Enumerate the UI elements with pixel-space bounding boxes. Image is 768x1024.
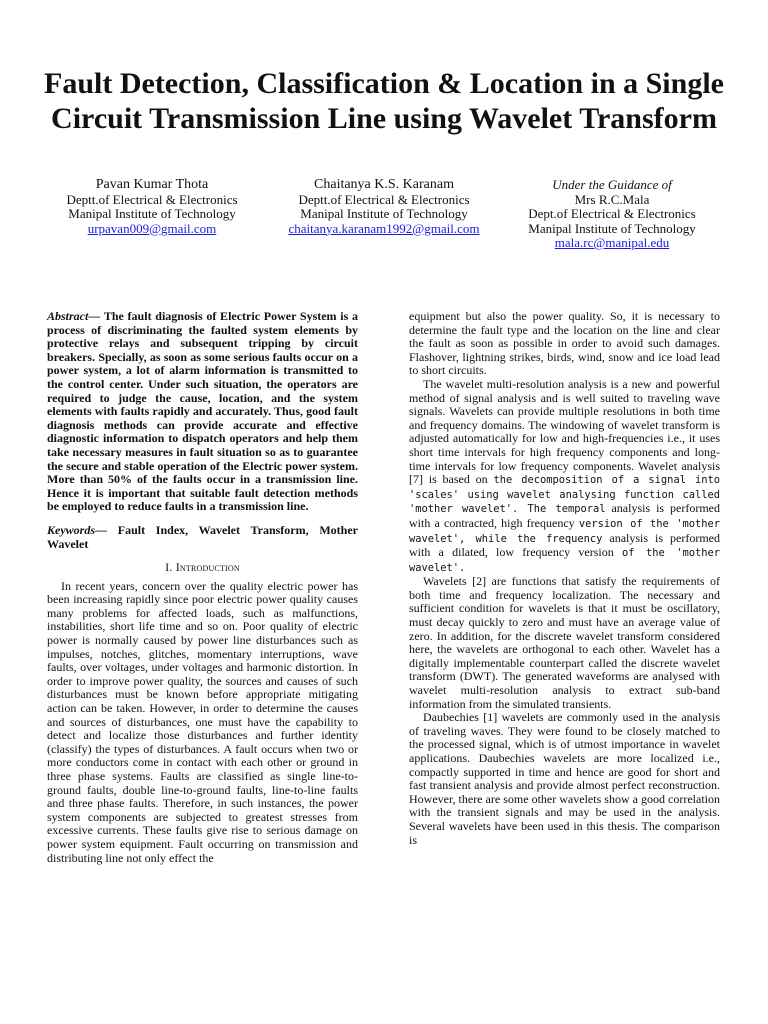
abstract-label: Abstract— <box>47 309 101 323</box>
body-paragraph: Daubechies [1] wavelets are commonly used in the analysis of traveling waves. They were found to be closely matched to the processed signal, which is of utmost importance in wavelet applications. Daubechies wavelets are more localized i.e., compactly supported in time and hence are good for short and fast transient analysis and provide almost perfect reconstruction. However, there are some other wavelets show a good correlation with the transient signals and may be used in the analysis. Several wavelets have been used in this thesis. The comparison is <box>409 710 720 847</box>
author-dept: Deptt.of Electrical & Electronics <box>66 191 238 207</box>
author-dept: Dept.of Electrical & Electronics <box>528 206 696 221</box>
body-text: analysis is performed with a contracted, high frequency <box>409 501 721 530</box>
author-2 <box>264 178 504 236</box>
abstract-text: The fault diagnosis of Electric Power System is a process of discriminating the faulted system elements by protective relays and subsequent tripping by circuit breakers. Specially, as soon as some serious faults occur on a power system, a lot of alarm information is transmitted to the control center. Under such situation, the operators are required to judge the cause, location, and the system elements with faults rapidly and accurately. Thus, good fault diagnosis methods can provide accurate and effective diagnostic information to dispatch operators and help them take necessary measures in fault situation so as to guarantee the secure and stable operation of the Electric power system. More than 50% of the faults occur in a transmission line. Hence it is important that suitable fault detection methods be employed to reduce faults in a transmission line. <box>47 309 358 514</box>
author-dept: Deptt.of Electrical & Electronics <box>298 191 470 207</box>
author-email-link[interactable]: chaitanya.karanam1992@gmail.com <box>288 220 480 236</box>
body-paragraph-wavelet-mra <box>409 378 720 575</box>
section-heading: I. Introduction <box>165 560 240 575</box>
guidance-label: Under the Guidance of <box>552 177 672 192</box>
body-text-mono: the decomposition of a signal into 'scales' using wavelet analysing function called 'mother wavelet'. The temporal <box>409 474 721 516</box>
author-institute: Manipal Institute of Technology <box>68 206 236 221</box>
right-column <box>409 310 720 847</box>
body-paragraph: Wavelets [2] are functions that satisfy the requirements of both time and frequency localization. The necessary and sufficient condition for wavelets is that it must be oscillatory, must decay quickly to zero and must have an average value of zero. In addition, for the discrete wavelet transform considered here, the wavelets are orthogonal to each other. Wavelet has a digitally implementable counterpart called the discrete wavelet transform (DWT). The generated waveforms are analysed with wavelet multi-resolution analysis to extract sub-band information from the simulated transients. <box>409 574 720 711</box>
author-name: Chaitanya K.S. Karanam <box>314 177 454 192</box>
abstract <box>47 310 358 514</box>
body-text: analysis is performed with a dilated, low frequency version <box>409 530 721 560</box>
keywords-text: Fault Index, Wavelet Transform, Mother Wavelet <box>47 522 358 551</box>
keywords <box>47 524 358 551</box>
author-institute: Manipal Institute of Technology <box>528 220 696 236</box>
body-text-mono: of the 'mother wavelet'. <box>409 547 720 574</box>
author-3 <box>492 178 732 251</box>
author-institute: Manipal Institute of Technology <box>300 206 468 221</box>
author-name: Mrs R.C.Mala <box>574 191 650 207</box>
keywords-label: Keywords— <box>47 522 107 537</box>
left-column <box>47 310 358 865</box>
paper-title: Fault Detection, Classification & Location in a Single Circuit Transmission Line using Wavelet Transform <box>44 67 724 135</box>
author-1 <box>32 178 272 236</box>
intro-paragraph: In recent years, concern over the quality electric power has been increasing rapidly since poor electric power quality causes many problems for affected loads, such as malfunctions, instabilities, short life time and so on. Poor quality of electric power is normally caused by power line disturbances such as impulses, notches, glitches, momentary interruptions, wave faults, over voltages, under voltages and harmonic distortion. In order to improve power quality, the sources and causes of such disturbances must be known before appropriate mitigating action can be taken. However, in order to determine the causes and sources of disturbances, one must have the capability to detect and localize those disturbances and further identity (classify) the types of disturbances. A fault occurs when two or more conductors come in contact with each other or ground in three phase systems. Faults are classified as single line-to-ground faults, double line-to-ground faults, line-to-line faults and three phase faults. Therefore, in such instances, the power system components are subjected to greatest stresses from excessive currents. These faults give rise to serious damage on power system equipment. Fault occurring on transmission and distributing line not only effect the <box>47 578 358 865</box>
body-paragraph: equipment but also the power quality. So, it is necessary to determine the fault type and the location on the line and clear the fault as soon as possible in order to avoid such damages. Flashover, lightning strikes, birds, wind, snow and ice load lead to short circuits. <box>409 309 720 378</box>
body-text-mono: version of the 'mother wavelet', while the frequency <box>409 517 721 545</box>
author-name: Pavan Kumar Thota <box>95 177 209 192</box>
author-email-link[interactable]: mala.rc@manipal.edu <box>554 235 670 250</box>
author-email-link[interactable]: urpavan009@gmail.com <box>87 220 217 236</box>
body-text: The wavelet multi-resolution analysis is a new and powerful method of signal analysis and is well suited to traveling wave signals. Wavelets can provide multiple resolutions in both time and frequency domains. The windowing of wavelet transform is adjusted automatically for low and high-frequencies i.e., it uses short time intervals for high frequency components and long-time intervals for low frequency components. Wavelet analysis [7] is based on <box>409 376 720 487</box>
